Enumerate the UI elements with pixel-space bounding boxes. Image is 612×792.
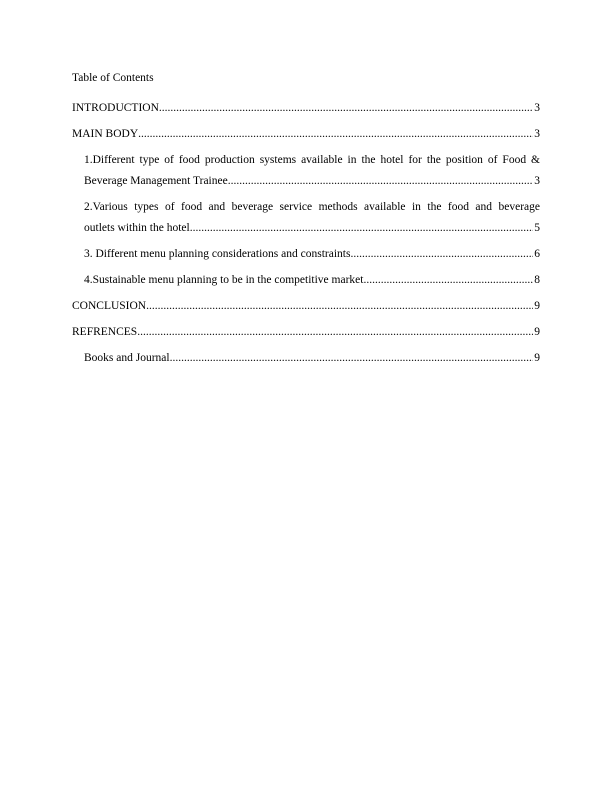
toc-entry-label: outlets within the hotel xyxy=(84,222,190,234)
table-of-contents xyxy=(72,70,540,374)
toc-page-number: 9 xyxy=(534,326,540,338)
dot-leader xyxy=(190,218,534,239)
toc-entry-books-and-journal[interactable] xyxy=(72,348,540,369)
dot-leader xyxy=(146,296,533,317)
toc-entry-food-production-systems[interactable] xyxy=(72,150,540,192)
toc-entry-label: CONCLUSION xyxy=(72,300,147,312)
toc-entry-label: 3. Different menu planning considerations and constraints xyxy=(84,248,351,260)
toc-entry-label: INTRODUCTION xyxy=(72,102,159,114)
dot-leader xyxy=(159,98,533,119)
toc-page-number: 9 xyxy=(534,352,540,364)
toc-entry-label: REFRENCES xyxy=(72,326,138,338)
toc-entry-menu-planning-constraints[interactable] xyxy=(72,244,540,265)
dot-leader xyxy=(363,270,533,291)
toc-entry-conclusion[interactable] xyxy=(72,296,540,317)
toc-page-number: 6 xyxy=(534,248,540,260)
toc-page-number: 3 xyxy=(534,175,540,187)
toc-entry-label-line1: 1.Different type of food production systems available in the hotel for the position of Food & xyxy=(84,154,540,166)
toc-entry-sustainable-menu-planning[interactable] xyxy=(72,270,540,291)
toc-entry-label: Beverage Management Trainee xyxy=(84,175,228,187)
toc-title: Table of Contents xyxy=(72,72,154,84)
toc-entry-references[interactable] xyxy=(72,322,540,343)
dot-leader xyxy=(228,171,534,192)
toc-entry-main-body[interactable] xyxy=(72,124,540,145)
dot-leader xyxy=(137,322,533,343)
dot-leader xyxy=(350,244,533,265)
toc-page-number: 9 xyxy=(534,300,540,312)
toc-entry-label-line1: 2.Various types of food and beverage service methods available in the food and beverage xyxy=(84,201,540,213)
toc-entry-label: MAIN BODY xyxy=(72,128,139,140)
toc-page-number: 3 xyxy=(534,128,540,140)
toc-page-number: 3 xyxy=(534,102,540,114)
dot-leader xyxy=(138,124,533,145)
toc-entry-label: 4.Sustainable menu planning to be in the competitive market xyxy=(84,274,364,286)
toc-entry-label: Books and Journal xyxy=(84,352,170,364)
toc-page-number: 8 xyxy=(534,274,540,286)
toc-entry-service-methods[interactable] xyxy=(72,197,540,239)
toc-entry-introduction[interactable] xyxy=(72,98,540,119)
toc-page-number: 5 xyxy=(534,222,540,234)
dot-leader xyxy=(170,348,534,369)
